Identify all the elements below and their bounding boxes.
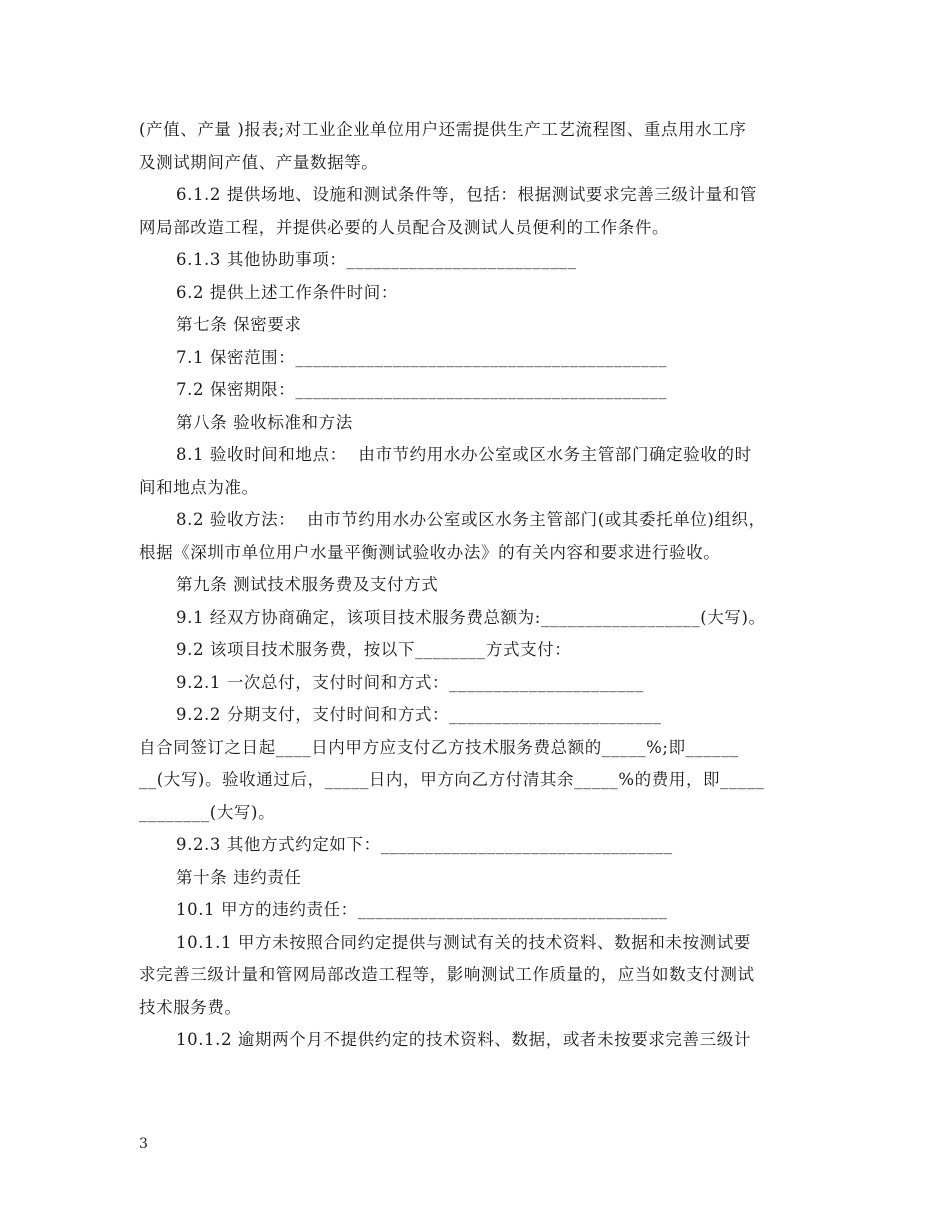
text-line: 求完善三级计量和管网局部改造工程等，影响测试工作质量的，应当如数支付测试 — [139, 965, 755, 984]
section-heading: 第七条 保密要求 — [176, 315, 302, 334]
text-line: 10.1.1 甲方未按照合同约定提供与测试有关的技术资料、数据和未按测试要 — [176, 932, 751, 952]
text-line: 7.1 保密范围：__________________________________________ — [176, 347, 668, 367]
text-line: 10.1 甲方的违约责任：___________________________________ — [176, 900, 668, 919]
text-line: 8.2 验收方法： 由市节约用水办公室或区水务主管部门(或其委托单位)组织， — [176, 510, 766, 529]
text-line: 根据《深圳市单位用户水量平衡测试验收办法》的有关内容和要求进行验收。 — [139, 542, 721, 562]
text-line: 8.1 验收时间和地点： 由市节约用水办公室或区水务主管部门确定验收的时 — [176, 445, 752, 464]
text-line: 间和地点为准。 — [139, 477, 259, 497]
text-line: 7.2 保密期限：__________________________________________ — [176, 380, 668, 399]
text-line: 及测试期间产值、产量数据等。 — [139, 152, 379, 172]
text-line: 9.2.3 其他方式约定如下：_________________________________ — [176, 835, 673, 854]
section-heading: 第十条 违约责任 — [176, 867, 302, 887]
text-line: 9.1 经双方协商确定，该项目技术服务费总额为:__________________(大写)。 — [176, 607, 766, 627]
page-number: 3 — [139, 1136, 148, 1152]
text-line: 9.2 该项目技术服务费，按以下________方式支付： — [176, 640, 572, 659]
text-line: 6.1.2 提供场地、设施和测试条件等，包括：根据测试要求完善三级计量和管 — [176, 185, 757, 204]
text-line: 9.2.1 一次总付，支付时间和方式：______________________ — [176, 672, 644, 692]
section-heading: 第八条 验收标准和方法 — [176, 412, 353, 432]
section-heading: 第九条 测试技术服务费及支付方式 — [176, 575, 439, 594]
text-line: 6.2 提供上述工作条件时间： — [176, 282, 398, 302]
text-line: 9.2.2 分期支付，支付时间和方式：________________________ — [176, 705, 662, 724]
text-line: 网局部改造工程，并提供必要的人员配合及测试人员便利的工作条件。 — [139, 217, 670, 237]
text-line: (产值、产量 )报表;对工业企业单位用户还需提供生产工艺流程图、重点用水工序 — [139, 120, 747, 139]
document-body — [139, 114, 829, 1057]
text-line: 10.1.2 逾期两个月不提供约定的技术资料、数据，或者未按要求完善三级计 — [176, 1030, 751, 1049]
text-line: 6.1.3 其他协助事项：__________________________ — [176, 250, 577, 269]
text-line: __(大写)。验收通过后，_____日内，甲方向乙方付清其余_____%的费用，即_____ — [139, 770, 765, 789]
text-line: 自合同签订之日起____日内甲方应支付乙方技术服务费总额的_____%;即______ — [139, 737, 739, 757]
text-line: 技术服务费。 — [139, 997, 242, 1017]
text-line: ________(大写)。 — [139, 802, 276, 822]
